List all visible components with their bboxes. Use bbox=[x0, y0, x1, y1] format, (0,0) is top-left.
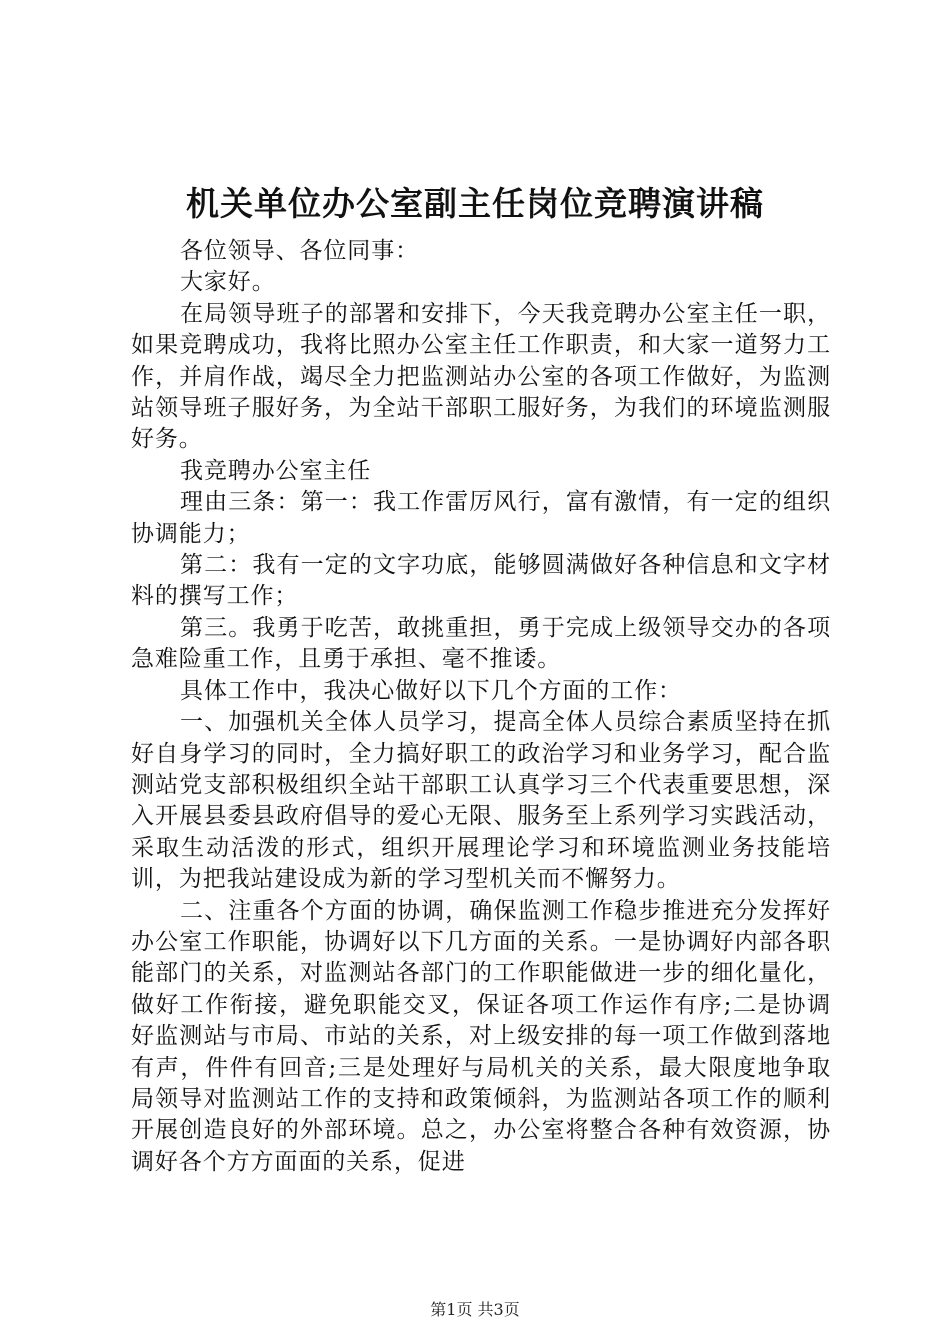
paragraph-salutation: 各位领导、各位同事： bbox=[180, 238, 419, 264]
document-title: 机关单位办公室副主任岗位竞聘演讲稿 bbox=[186, 184, 764, 223]
paragraph-reason-heading: 我竞聘办公室主任 bbox=[180, 457, 372, 484]
paragraph-greeting: 大家好。 bbox=[180, 269, 276, 296]
paragraph-point-one: 一、加强机关全体人员学习，提高全体人员综合素质坚持在抓好自身学习的同时，全力搞好职工的政治学习和业务学习，配合监测站党支部积极组织全站干部职工认真学习三个代表重要思想，深入开展县委县政府倡导的爱心无限、服务至上系列学习实践活动，采取生动活泼的形式，组织开展理论学习和环境监测业务技能培训，为把我站建设成为新的学习型机关而不懈努力。 bbox=[131, 709, 831, 893]
paragraph-reason-third: 第三。我勇于吃苦，敢挑重担，勇于完成上级领导交办的各项急难险重工作，且勇于承担、毫不推诿。 bbox=[131, 614, 831, 673]
paragraph-reason-first: 理由三条：第一：我工作雷厉风行，富有激情，有一定的组织协调能力； bbox=[131, 489, 831, 547]
document-body bbox=[131, 236, 831, 1178]
paragraph-work-plan: 具体工作中，我决心做好以下几个方面的工作： bbox=[180, 677, 682, 704]
page-number-footer: 第1页 共3页 bbox=[430, 1300, 520, 1319]
paragraph-point-two: 二、注重各个方面的协调，确保监测工作稳步推进充分发挥好办公室工作职能，协调好以下几方面的关系。一是协调好内部各职能部门的关系，对监测站各部门的工作职能做进一步的细化量化，做好工作衔接，避免职能交叉，保证各项工作运作有序;二是协调好监测站与市局、市站的关系，对上级安排的每一项工作做到落地有声，件件有回音;三是处理好与局机关的关系，最大限度地争取局领导对监测站工作的支持和政策倾斜，为监测站各项工作的顺利开展创造良好的外部环境。总之，办公室将整合各种有效资源，协调好各个方方面面的关系，促进 bbox=[131, 897, 831, 1175]
paragraph-reason-second: 第二：我有一定的文字功底，能够圆满做好各种信息和文字材料的撰写工作； bbox=[131, 552, 831, 610]
paragraph-intro: 在局领导班子的部署和安排下，今天我竞聘办公室主任一职，如果竞聘成功，我将比照办公室主任工作职责，和大家一道努力工作，并肩作战，竭尽全力把监测站办公室的各项工作做好，为监测站领导班子服好务，为全站干部职工服好务，为我们的环境监测服好务。 bbox=[131, 300, 831, 453]
